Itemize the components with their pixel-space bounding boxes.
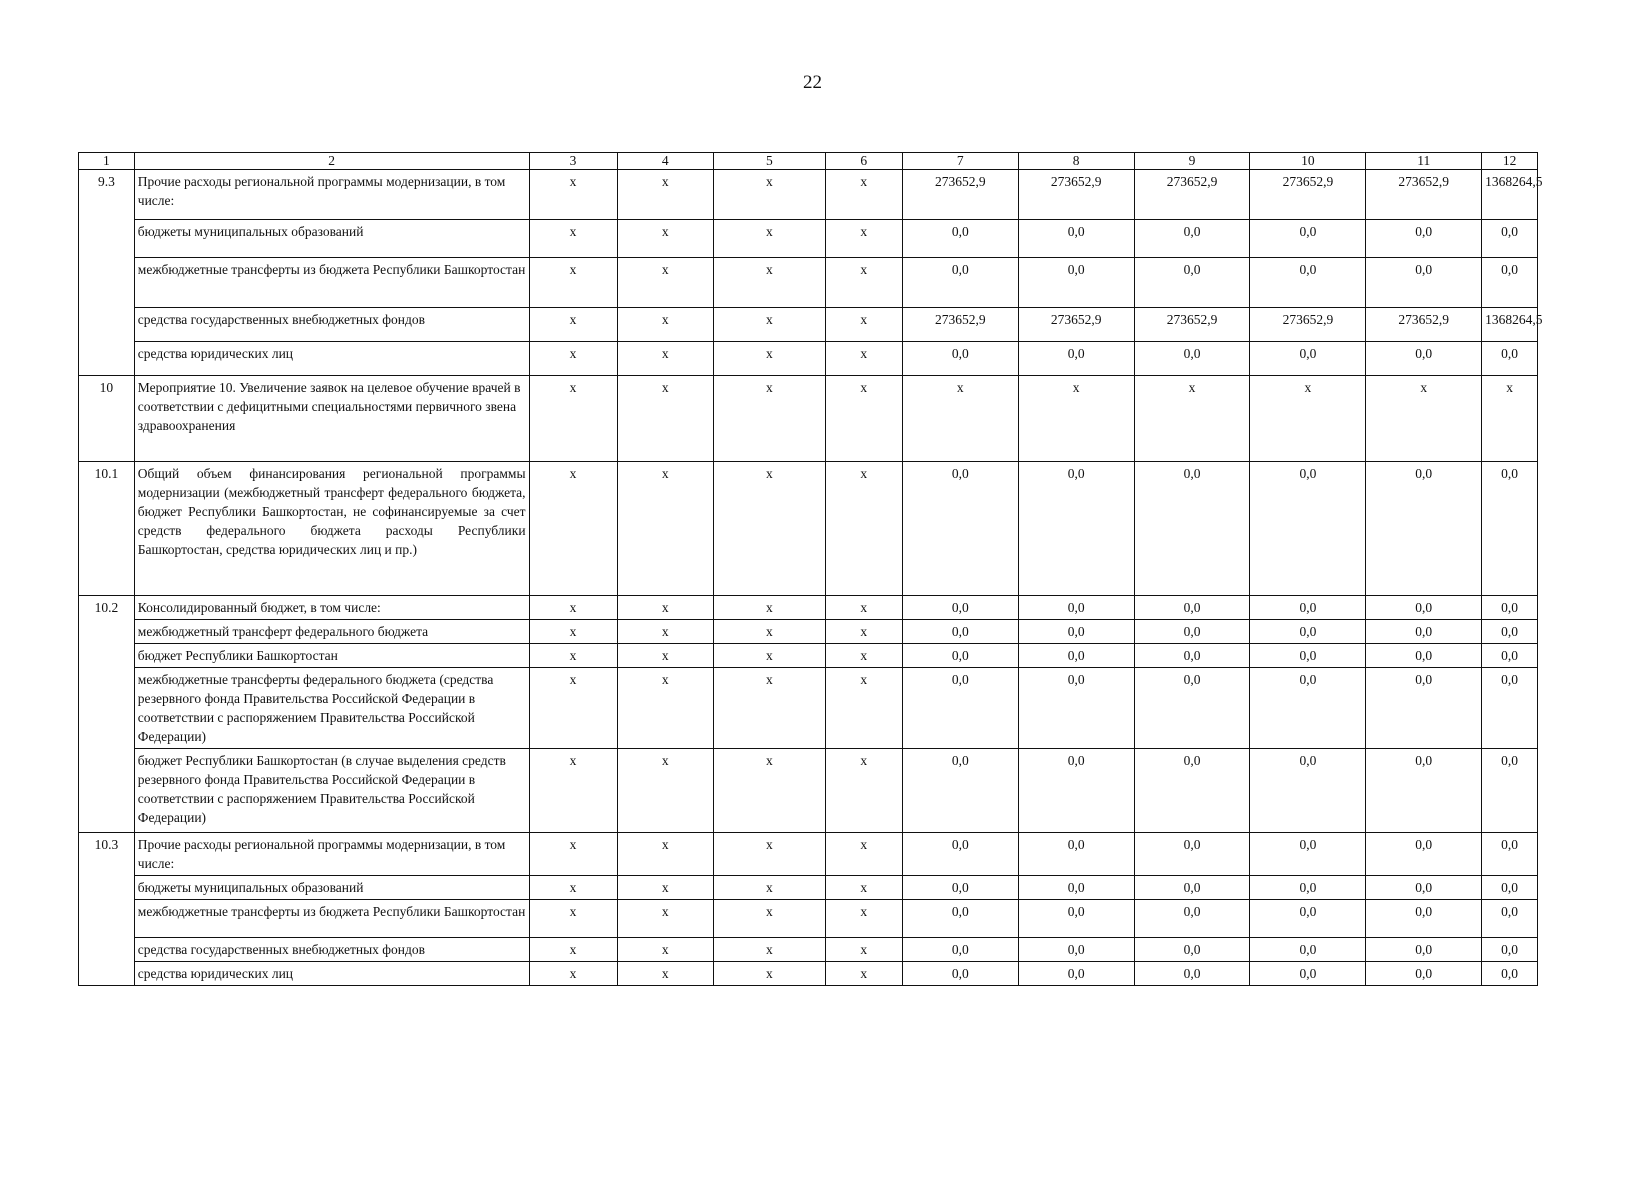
cell-c6: x: [825, 258, 902, 308]
table-body: [79, 170, 1543, 986]
cell-c5: x: [714, 833, 826, 876]
cell-c7: 0,0: [902, 900, 1018, 938]
table-row: [79, 258, 1538, 308]
cell-c3: x: [529, 596, 617, 620]
cell-c9: 0,0: [1134, 644, 1250, 668]
row-label: средства юридических лиц: [134, 342, 529, 376]
table-header: [79, 153, 1538, 170]
cell-c3: x: [529, 342, 617, 376]
cell-c7: 0,0: [902, 833, 1018, 876]
cell-c12: 0,0: [1482, 220, 1538, 258]
column-header: 8: [1018, 153, 1134, 170]
cell-c8: 0,0: [1018, 749, 1134, 833]
cell-c12: 0,0: [1482, 900, 1538, 938]
cell-c8: 273652,9: [1018, 308, 1134, 342]
cell-c5: x: [714, 308, 826, 342]
cell-c11: 273652,9: [1366, 308, 1482, 342]
cell-c6: x: [825, 900, 902, 938]
cell-c3: x: [529, 833, 617, 876]
cell-c8: 0,0: [1018, 876, 1134, 900]
cell-c11: 0,0: [1366, 596, 1482, 620]
cell-c10: 0,0: [1250, 596, 1366, 620]
cell-c9: 0,0: [1134, 962, 1250, 986]
row-number: [79, 258, 135, 308]
row-number: [79, 938, 135, 962]
row-number: 10.3: [79, 833, 135, 876]
page-number: 22: [803, 72, 822, 93]
cell-c8: 0,0: [1018, 644, 1134, 668]
cell-c9: 0,0: [1134, 900, 1250, 938]
cell-c7: 273652,9: [902, 308, 1018, 342]
cell-c9: 0,0: [1134, 596, 1250, 620]
row-number: [79, 644, 135, 668]
cell-c5: x: [714, 462, 826, 596]
row-number: [79, 900, 135, 938]
cell-c3: x: [529, 462, 617, 596]
column-number-row: [79, 153, 1538, 170]
cell-c6: x: [825, 644, 902, 668]
row-number: 10.2: [79, 596, 135, 620]
table-row: [79, 596, 1538, 620]
cell-c3: x: [529, 900, 617, 938]
table-row: [79, 620, 1538, 644]
cell-c6: x: [825, 376, 902, 462]
cell-c3: x: [529, 962, 617, 986]
table-row: [79, 749, 1538, 833]
cell-c6: x: [825, 220, 902, 258]
row-label: Прочие расходы региональной программы модернизации, в том числе:: [134, 833, 529, 876]
cell-c12: 0,0: [1482, 620, 1538, 644]
cell-c8: 0,0: [1018, 833, 1134, 876]
cell-c8: 0,0: [1018, 962, 1134, 986]
cell-c5: x: [714, 962, 826, 986]
table-row: [79, 170, 1538, 220]
cell-c12: 0,0: [1482, 833, 1538, 876]
row-label: Прочие расходы региональной программы модернизации, в том числе:: [134, 170, 529, 220]
cell-c12: 0,0: [1482, 596, 1538, 620]
cell-c6: x: [825, 962, 902, 986]
row-label: межбюджетный трансферт федерального бюджета: [134, 620, 529, 644]
row-number: 10: [79, 376, 135, 462]
cell-c9: 0,0: [1134, 342, 1250, 376]
cell-c8: 0,0: [1018, 620, 1134, 644]
cell-c3: x: [529, 258, 617, 308]
cell-c12: 0,0: [1482, 258, 1538, 308]
cell-c12: 0,0: [1482, 962, 1538, 986]
cell-c5: x: [714, 938, 826, 962]
cell-c8: 0,0: [1018, 258, 1134, 308]
row-label: Мероприятие 10. Увеличение заявок на целевое обучение врачей в соответствии с дефицитными специальностями первичного звена здравоохранения: [134, 376, 529, 462]
cell-c12: 0,0: [1482, 668, 1538, 749]
cell-c5: x: [714, 376, 826, 462]
column-header: 3: [529, 153, 617, 170]
table-row: [79, 938, 1538, 962]
cell-c11: 0,0: [1366, 900, 1482, 938]
column-header: 6: [825, 153, 902, 170]
cell-c8: 0,0: [1018, 668, 1134, 749]
cell-c5: x: [714, 644, 826, 668]
table-row: [79, 962, 1538, 986]
cell-c4: x: [617, 833, 714, 876]
cell-c4: x: [617, 258, 714, 308]
column-header: 12: [1482, 153, 1538, 170]
row-label: бюджеты муниципальных образований: [134, 876, 529, 900]
cell-c4: x: [617, 620, 714, 644]
cell-c10: 0,0: [1250, 220, 1366, 258]
cell-c7: 0,0: [902, 462, 1018, 596]
cell-c9: 0,0: [1134, 220, 1250, 258]
table-row: [79, 462, 1538, 596]
cell-c10: 0,0: [1250, 258, 1366, 308]
cell-c11: 0,0: [1366, 342, 1482, 376]
cell-c3: x: [529, 644, 617, 668]
cell-c11: 0,0: [1366, 620, 1482, 644]
cell-c10: 0,0: [1250, 668, 1366, 749]
cell-c6: x: [825, 620, 902, 644]
cell-c4: x: [617, 462, 714, 596]
cell-c10: 0,0: [1250, 938, 1366, 962]
cell-c3: x: [529, 668, 617, 749]
cell-c10: 0,0: [1250, 462, 1366, 596]
cell-c6: x: [825, 308, 902, 342]
table-row: [79, 668, 1538, 749]
cell-c10: 0,0: [1250, 620, 1366, 644]
cell-c4: x: [617, 668, 714, 749]
cell-c11: x: [1366, 376, 1482, 462]
cell-c10: 273652,9: [1250, 308, 1366, 342]
cell-c10: 0,0: [1250, 749, 1366, 833]
cell-c8: 0,0: [1018, 220, 1134, 258]
cell-c4: x: [617, 342, 714, 376]
cell-c10: 0,0: [1250, 833, 1366, 876]
cell-c7: 0,0: [902, 220, 1018, 258]
column-header: 1: [79, 153, 135, 170]
cell-c8: 0,0: [1018, 596, 1134, 620]
cell-c7: 0,0: [902, 668, 1018, 749]
cell-c6: x: [825, 462, 902, 596]
table-row: [79, 644, 1538, 668]
cell-c9: 0,0: [1134, 938, 1250, 962]
cell-c4: x: [617, 170, 714, 220]
cell-c7: 0,0: [902, 962, 1018, 986]
cell-c3: x: [529, 376, 617, 462]
cell-c4: x: [617, 938, 714, 962]
row-number: [79, 876, 135, 900]
cell-c11: 0,0: [1366, 220, 1482, 258]
cell-c11: 0,0: [1366, 749, 1482, 833]
cell-c7: x: [902, 376, 1018, 462]
table-row: [79, 833, 1538, 876]
cell-c8: 273652,9: [1018, 170, 1134, 220]
cell-c7: 0,0: [902, 596, 1018, 620]
cell-c7: 0,0: [902, 644, 1018, 668]
cell-c10: x: [1250, 376, 1366, 462]
cell-c12: 0,0: [1482, 644, 1538, 668]
cell-c9: 0,0: [1134, 833, 1250, 876]
cell-c6: x: [825, 876, 902, 900]
row-number: [79, 962, 135, 986]
cell-c8: 0,0: [1018, 342, 1134, 376]
cell-c7: 273652,9: [902, 170, 1018, 220]
column-header: 9: [1134, 153, 1250, 170]
cell-c11: 0,0: [1366, 258, 1482, 308]
cell-c7: 0,0: [902, 938, 1018, 962]
cell-c12: 0,0: [1482, 342, 1538, 376]
cell-c9: 0,0: [1134, 258, 1250, 308]
column-header: 7: [902, 153, 1018, 170]
cell-c7: 0,0: [902, 342, 1018, 376]
cell-c10: 0,0: [1250, 962, 1366, 986]
cell-c8: 0,0: [1018, 462, 1134, 596]
row-number: 10.1: [79, 462, 135, 596]
cell-c3: x: [529, 938, 617, 962]
cell-c7: 0,0: [902, 876, 1018, 900]
cell-c3: x: [529, 749, 617, 833]
cell-c11: 0,0: [1366, 833, 1482, 876]
row-label: межбюджетные трансферты из бюджета Республики Башкортостан: [134, 258, 529, 308]
row-label: бюджет Республики Башкортостан (в случае выделения средств резервного фонда Правительства Российской Федерации в соответствии с распоряжением Правительства Российской Федерации): [134, 749, 529, 833]
cell-c3: x: [529, 876, 617, 900]
row-number: [79, 220, 135, 258]
cell-c11: 0,0: [1366, 644, 1482, 668]
cell-c9: 0,0: [1134, 462, 1250, 596]
cell-c9: 273652,9: [1134, 170, 1250, 220]
cell-c12: 1368264,5: [1482, 170, 1538, 220]
cell-c4: x: [617, 644, 714, 668]
cell-c7: 0,0: [902, 258, 1018, 308]
cell-c7: 0,0: [902, 620, 1018, 644]
row-label: Консолидированный бюджет, в том числе:: [134, 596, 529, 620]
cell-c9: 0,0: [1134, 749, 1250, 833]
cell-c5: x: [714, 749, 826, 833]
table-row: [79, 376, 1538, 462]
cell-c4: x: [617, 596, 714, 620]
cell-c5: x: [714, 220, 826, 258]
cell-c8: 0,0: [1018, 900, 1134, 938]
cell-c12: 0,0: [1482, 938, 1538, 962]
cell-c3: x: [529, 170, 617, 220]
cell-c5: x: [714, 668, 826, 749]
cell-c5: x: [714, 900, 826, 938]
cell-c11: 273652,9: [1366, 170, 1482, 220]
cell-c8: 0,0: [1018, 938, 1134, 962]
row-label: Общий объем финансирования региональной программы модернизации (межбюджетный трансферт федерального бюджета, бюджет Республики Башкортостан, не софинансируемые за счет средств федерального бюджета расходы Республики Башкортостан, средства юридических лиц и пр.): [134, 462, 529, 596]
row-label: бюджет Республики Башкортостан: [134, 644, 529, 668]
cell-c11: 0,0: [1366, 462, 1482, 596]
row-number: [79, 342, 135, 376]
column-header: 2: [134, 153, 529, 170]
cell-c6: x: [825, 668, 902, 749]
cell-c6: x: [825, 938, 902, 962]
cell-c6: x: [825, 170, 902, 220]
cell-c6: x: [825, 342, 902, 376]
cell-c6: x: [825, 596, 902, 620]
cell-c8: x: [1018, 376, 1134, 462]
row-number: [79, 749, 135, 833]
cell-c10: 273652,9: [1250, 170, 1366, 220]
cell-c11: 0,0: [1366, 962, 1482, 986]
cell-c5: x: [714, 876, 826, 900]
cell-c11: 0,0: [1366, 938, 1482, 962]
cell-c10: 0,0: [1250, 342, 1366, 376]
table-row: [79, 876, 1538, 900]
cell-c5: x: [714, 596, 826, 620]
row-number: [79, 668, 135, 749]
cell-c11: 0,0: [1366, 668, 1482, 749]
cell-c9: 273652,9: [1134, 308, 1250, 342]
cell-c3: x: [529, 220, 617, 258]
row-number: [79, 620, 135, 644]
row-label: средства государственных внебюджетных фондов: [134, 938, 529, 962]
row-number: [79, 308, 135, 342]
cell-c5: x: [714, 620, 826, 644]
cell-c10: 0,0: [1250, 876, 1366, 900]
table-row: [79, 220, 1538, 258]
cell-c9: 0,0: [1134, 620, 1250, 644]
cell-c9: 0,0: [1134, 668, 1250, 749]
cell-c11: 0,0: [1366, 876, 1482, 900]
cell-c6: x: [825, 833, 902, 876]
cell-c9: 0,0: [1134, 876, 1250, 900]
table-row: [79, 342, 1538, 376]
cell-c12: 0,0: [1482, 462, 1538, 596]
cell-c9: x: [1134, 376, 1250, 462]
cell-c12: x: [1482, 376, 1538, 462]
row-label: межбюджетные трансферты федерального бюджета (средства резервного фонда Правительства Российской Федерации в соответствии с распоряжением Правительства Российской Федерации): [134, 668, 529, 749]
cell-c4: x: [617, 376, 714, 462]
row-label: средства государственных внебюджетных фондов: [134, 308, 529, 342]
cell-c4: x: [617, 220, 714, 258]
cell-c5: x: [714, 342, 826, 376]
cell-c12: 1368264,5: [1482, 308, 1538, 342]
row-number: 9.3: [79, 170, 135, 220]
cell-c5: x: [714, 170, 826, 220]
row-label: межбюджетные трансферты из бюджета Республики Башкортостан: [134, 900, 529, 938]
cell-c12: 0,0: [1482, 876, 1538, 900]
cell-c3: x: [529, 308, 617, 342]
budget-table: [78, 152, 1543, 986]
cell-c4: x: [617, 876, 714, 900]
cell-c7: 0,0: [902, 749, 1018, 833]
row-label: бюджеты муниципальных образований: [134, 220, 529, 258]
cell-c3: x: [529, 620, 617, 644]
column-header: 5: [714, 153, 826, 170]
cell-c6: x: [825, 749, 902, 833]
table-row: [79, 900, 1538, 938]
cell-c5: x: [714, 258, 826, 308]
cell-c10: 0,0: [1250, 900, 1366, 938]
cell-c4: x: [617, 962, 714, 986]
column-header: 10: [1250, 153, 1366, 170]
cell-c4: x: [617, 308, 714, 342]
cell-c4: x: [617, 749, 714, 833]
table-row: [79, 308, 1538, 342]
cell-c10: 0,0: [1250, 644, 1366, 668]
column-header: 11: [1366, 153, 1482, 170]
cell-c4: x: [617, 900, 714, 938]
column-header: 4: [617, 153, 714, 170]
row-label: средства юридических лиц: [134, 962, 529, 986]
cell-c12: 0,0: [1482, 749, 1538, 833]
